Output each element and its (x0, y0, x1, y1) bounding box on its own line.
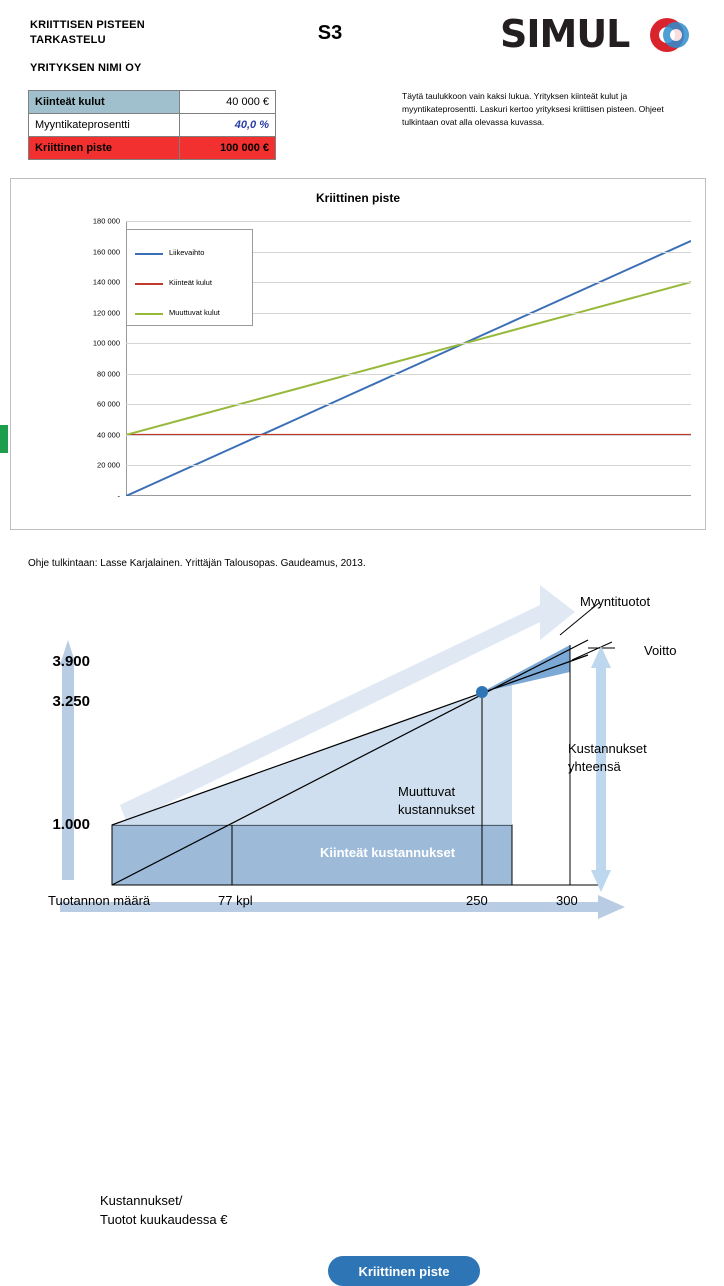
legend-label: Muuttuvat kulut (169, 308, 220, 317)
table-row (29, 114, 276, 137)
diagram-xaxis-label: Tuotannon määrä (48, 893, 151, 908)
legend-swatch-icon (135, 253, 163, 255)
chart-ytick-label: 160 000 (92, 247, 120, 257)
chart-ytick-label: 60 000 (97, 399, 120, 409)
source-note: Ohje tulkintaan: Lasse Karjalainen. Yrittäjän Talousopas. Gaudeamus, 2013. (28, 558, 366, 569)
critical-point-value: 100 000 € (179, 137, 275, 160)
page-title-line1: KRIITTISEN PISTEEN (30, 19, 145, 31)
critical-point-chart (10, 178, 706, 530)
page-title-line2: TARKASTELU (30, 33, 106, 46)
margin-percent-label: Myyntikateprosentti (29, 114, 180, 137)
simulo-logo-icon (500, 10, 695, 62)
company-name: YRITYKSEN NIMI OY (30, 62, 142, 74)
table-row (29, 91, 276, 114)
input-table (28, 90, 276, 160)
legend-swatch-icon (135, 283, 163, 285)
chart-ytick-label: - (117, 491, 120, 501)
diagram-xtick-250: 250 (466, 893, 488, 908)
margin-percent-input[interactable]: 40,0 % (179, 114, 275, 137)
sheet-tab-marker (0, 425, 8, 453)
diagram-axis-label-line1: Kustannukset/ (100, 1193, 183, 1208)
chart-gridline (126, 465, 691, 466)
fixed-costs-input[interactable]: 40 000 € (179, 91, 275, 114)
critical-point-label: Kriittinen piste (29, 137, 180, 160)
label-voitto: Voitto (644, 643, 677, 658)
chart-ytick-label: 40 000 (97, 430, 120, 440)
sheet-code: S3 (317, 22, 343, 44)
diagram-ytick-3900: 3.900 (52, 653, 90, 670)
legend-label: Liikevaihto (169, 248, 205, 257)
diagram-xtick-300: 300 (556, 893, 578, 908)
legend-label: Kiinteät kulut (169, 278, 212, 287)
chart-ytick-label: 140 000 (92, 277, 120, 287)
page-title (30, 18, 210, 48)
diagram-axis-label (100, 1192, 227, 1230)
diagram-xtick-77: 77 kpl (218, 893, 253, 908)
diagram-axis-label-line2: Tuotot kuukaudessa € (100, 1211, 228, 1227)
chart-ytick-label: 80 000 (97, 369, 120, 379)
chart-gridline (126, 374, 691, 375)
chart-title: Kriittinen piste (315, 191, 400, 205)
chart-ytick-label: 120 000 (92, 308, 120, 318)
diagram-ytick-3250: 3.250 (52, 693, 90, 710)
label-myyntituotot: Myyntituotot (580, 594, 651, 609)
chart-legend (126, 229, 253, 326)
chart-ytick-label: 100 000 (92, 338, 120, 348)
breakeven-diagram (0, 580, 724, 1279)
label-kustannukset-yhteensa: Kustannukset yhteensä (568, 741, 647, 774)
chart-gridline (126, 343, 691, 344)
table-row (29, 137, 276, 160)
chart-gridline (126, 221, 691, 222)
chart-gridline (126, 435, 691, 436)
logo-blue-circle-icon (663, 22, 689, 48)
chart-gridline (126, 404, 691, 405)
fixed-costs-label: Kiinteät kulut (29, 91, 180, 114)
critical-point-badge: Kriittinen piste (328, 1256, 480, 1286)
label-kiinteat-kustannukset: Kiinteät kustannukset (320, 845, 456, 860)
diagram-ytick-1000: 1.000 (52, 816, 90, 833)
label-muuttuvat-kustannukset: Muuttuvat kustannukset (398, 784, 475, 817)
chart-ytick-label: 180 000 (92, 216, 120, 226)
instructions-text: Täytä taulukkoon vain kaksi lukua. Yrityksen kiinteät kulut ja myyntikateprosentti. Laskuri kertoo yrityksesi kriittisen pisteen. Ohjeet tulkintaan ovat alla olevassa kuvassa. (402, 91, 664, 128)
chart-ytick-label: 20 000 (97, 460, 120, 470)
legend-swatch-icon (135, 313, 163, 315)
logo-wordmark: SIMUL (500, 12, 630, 56)
